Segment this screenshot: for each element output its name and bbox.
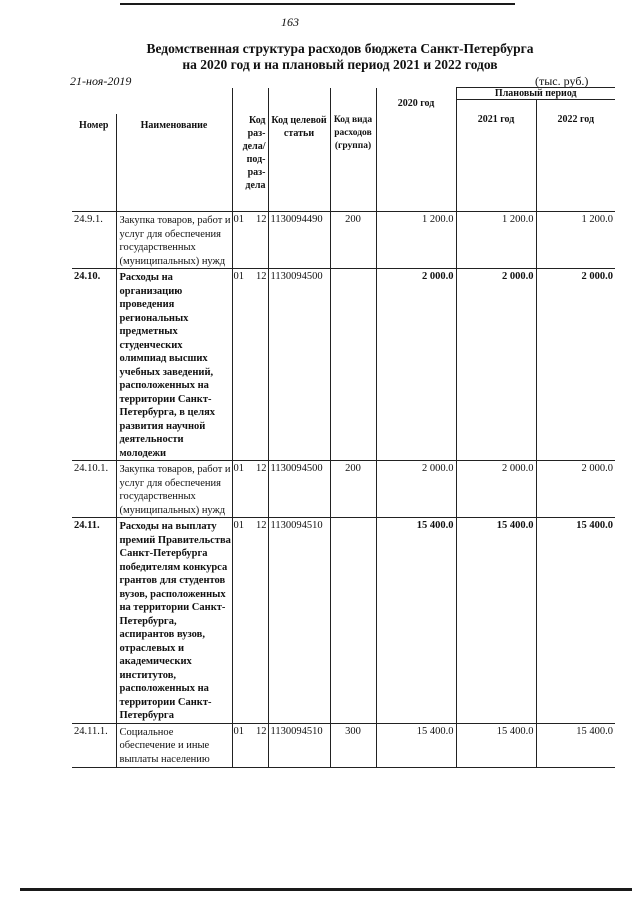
row-number: 24.10.1. [72, 461, 116, 518]
units-label: (тыс. руб.) [535, 74, 589, 88]
row-razdel: 01 [232, 518, 246, 724]
row-2020: 15 400.0 [376, 723, 456, 767]
row-number: 24.9.1. [72, 212, 116, 269]
row-name: Закупка товаров, работ и услуг для обеспечения государственных (муниципальных) нужд [116, 212, 232, 269]
table-body [72, 212, 615, 768]
row-2021: 15 400.0 [456, 518, 536, 724]
header-2022: 2022 год [536, 114, 615, 212]
row-podrazdel: 12 [246, 269, 268, 461]
row-2022: 15 400.0 [536, 723, 615, 767]
row-2021: 15 400.0 [456, 723, 536, 767]
row-kvr [330, 518, 376, 724]
row-number: 24.11. [72, 518, 116, 724]
header-plan: Плановый период [456, 88, 615, 100]
row-2021: 2 000.0 [456, 461, 536, 518]
row-podrazdel: 12 [246, 212, 268, 269]
header-kcs: Код целевой статьи [268, 114, 330, 212]
row-kvr: 300 [330, 723, 376, 767]
row-podrazdel: 12 [246, 723, 268, 767]
row-kcs: 1130094510 [268, 723, 330, 767]
row-razdel: 01 [232, 723, 246, 767]
row-2022: 2 000.0 [536, 461, 615, 518]
row-2022: 2 000.0 [536, 269, 615, 461]
bottom-rule [20, 888, 632, 891]
header-kvr: Код вида расходов (группа) [330, 114, 376, 212]
top-rule [120, 3, 515, 5]
table-row [72, 723, 615, 767]
row-name: Расходы на организацию проведения региональных предметных студенческих олимпиад высших учебных заведений, расположенных на территории Санкт-Петербурга, в целях развития научной деятельности молодежи [116, 269, 232, 461]
row-kcs: 1130094500 [268, 461, 330, 518]
table-row [72, 461, 615, 518]
row-number: 24.11.1. [72, 723, 116, 767]
row-2020: 15 400.0 [376, 518, 456, 724]
row-kcs: 1130094500 [268, 269, 330, 461]
row-razdel: 01 [232, 212, 246, 269]
row-kcs: 1130094490 [268, 212, 330, 269]
row-2020: 1 200.0 [376, 212, 456, 269]
row-name: Расходы на выплату премий Правительства Санкт-Петербурга победителям конкурса грантов для студентов вузов, расположенных на территории Санкт-Петербурга, аспирантов вузов, отраслевых и академических институтов, расположенных на территории Санкт-Петербурга [116, 518, 232, 724]
header-number: Номер [72, 114, 116, 212]
row-podrazdel: 12 [246, 518, 268, 724]
header-2021: 2021 год [456, 114, 536, 212]
table-row [72, 518, 615, 724]
table-row [72, 212, 615, 269]
document-date: 21-ноя-2019 [70, 74, 132, 88]
row-name: Социальное обеспечение и иные выплаты населению [116, 723, 232, 767]
row-number: 24.10. [72, 269, 116, 461]
row-2022: 1 200.0 [536, 212, 615, 269]
row-kvr: 200 [330, 212, 376, 269]
row-2020: 2 000.0 [376, 461, 456, 518]
row-name: Закупка товаров, работ и услуг для обеспечения государственных (муниципальных) нужд [116, 461, 232, 518]
header-name: Наименование [116, 114, 232, 212]
row-podrazdel: 12 [246, 461, 268, 518]
table-header [72, 88, 615, 212]
row-kvr [330, 269, 376, 461]
table-row [72, 269, 615, 461]
document-title [60, 41, 620, 73]
budget-table [72, 87, 615, 768]
row-kcs: 1130094510 [268, 518, 330, 724]
title-line-2: на 2020 год и на плановый период 2021 и 2022 годов [182, 57, 498, 72]
row-2020: 2 000.0 [376, 269, 456, 461]
header-razdel: Код раз-дела/ под-раз-дела [232, 114, 268, 212]
title-line-1: Ведомственная структура расходов бюджета Санкт-Петербурга [146, 41, 534, 56]
row-2022: 15 400.0 [536, 518, 615, 724]
row-kvr: 200 [330, 461, 376, 518]
row-razdel: 01 [232, 461, 246, 518]
row-2021: 2 000.0 [456, 269, 536, 461]
row-razdel: 01 [232, 269, 246, 461]
page-number: 163 [281, 15, 299, 29]
header-2020: 2020 год [376, 88, 456, 114]
row-2021: 1 200.0 [456, 212, 536, 269]
